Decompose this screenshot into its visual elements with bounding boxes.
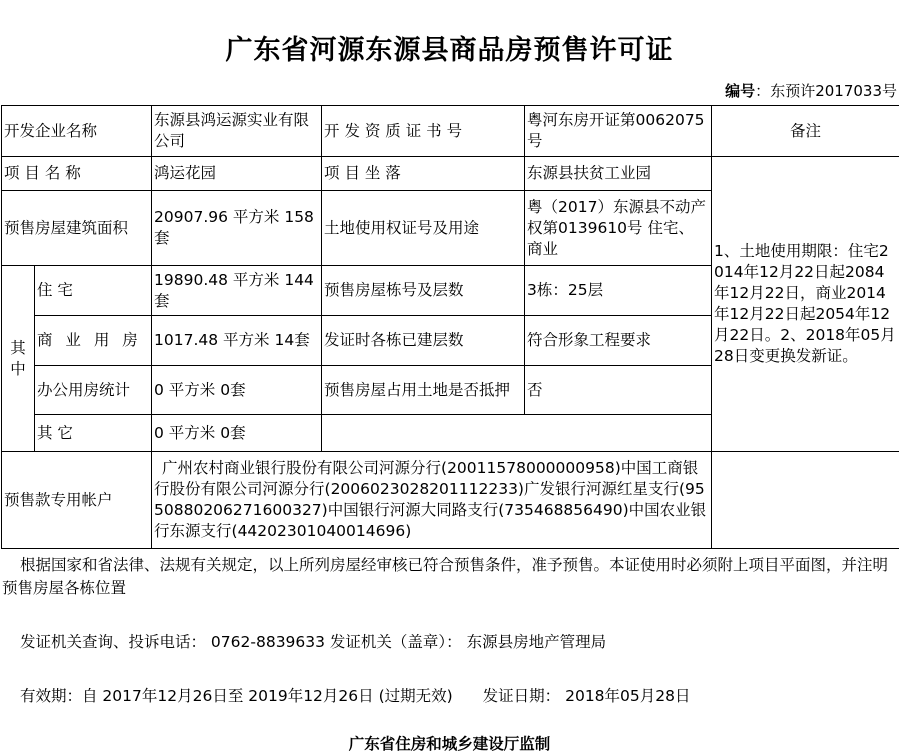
qualification-value: 粤河东房开证第0062075号	[525, 106, 712, 157]
land-cert-label: 土地使用权证号及用途	[322, 191, 525, 266]
buildings-value: 3栋：25层	[525, 266, 712, 316]
remarks-value: 1、土地使用期限：住宅2014年12月22日起2084年12月22日，商业2014年12月22日起2054年12月22日。2、2018年05月28日变更换发新证。	[712, 157, 899, 452]
contact-line: 发证机关查询、投诉电话： 0762-8839633 发证机关（盖章）： 东源县房地产管理局	[20, 633, 607, 651]
commercial-value: 1017.48 平方米 14套	[152, 316, 322, 366]
account-side-cell	[712, 452, 899, 549]
other-value: 0 平方米 0套	[152, 415, 322, 452]
other-label: 其 它	[35, 415, 152, 452]
document-title: 广东省河源东源县商品房预售许可证	[225, 35, 674, 66]
qizhong-label: 其中	[2, 266, 35, 452]
land-cert-value: 粤（2017）东源县不动产权第0139610号 住宅、商业	[525, 191, 712, 266]
certificate-number-label: 编号	[725, 82, 756, 100]
issuer-footer: 广东省住房和城乡建设厅监制	[348, 735, 551, 753]
presale-area-label: 预售房屋建筑面积	[2, 191, 152, 266]
developer-value: 东源县鸿运源实业有限公司	[152, 106, 322, 157]
presale-area-value: 20907.96 平方米 158套	[152, 191, 322, 266]
mortgage-value: 否	[525, 366, 712, 415]
validity-period: 有效期：自 2017年12月26日至 2019年12月26日 (过期无效)	[20, 687, 453, 705]
office-value: 0 平方米 0套	[152, 366, 322, 415]
developer-label: 开发企业名称	[2, 106, 152, 157]
built-floors-value: 符合形象工程要求	[525, 316, 712, 366]
empty-cell	[322, 415, 712, 452]
account-label: 预售款专用帐户	[2, 452, 152, 549]
issue-date: 发证日期： 2018年05月28日	[482, 687, 691, 705]
mortgage-label: 预售房屋占用土地是否抵押	[322, 366, 525, 415]
project-name-value: 鸿运花园	[152, 157, 322, 191]
office-label: 办公用房统计	[35, 366, 152, 415]
account-value: 广州农村商业银行股份有限公司河源分行(20011578000000958)中国工商银行股份有限公司河源分行(2006023028201112233)广发银行河源红星支行(9550880206271600327)中国银行河源大同路支行(735468856490)中国农业银行东源支行(44202301040014696)	[152, 452, 712, 549]
certificate-number-value: 东预许2017033号	[770, 82, 897, 100]
permit-table	[1, 105, 899, 549]
certificate-number	[725, 80, 897, 101]
approval-statement: 根据国家和省法律、法规有关规定，以上所列房屋经审核已符合预售条件，准予预售。本证使用时必须附上项目平面图，并注明预售房屋各栋位置	[2, 556, 889, 597]
residential-label: 住 宅	[35, 266, 152, 316]
buildings-label: 预售房屋栋号及层数	[322, 266, 525, 316]
project-name-label: 项 目 名 称	[2, 157, 152, 191]
location-value: 东源县扶贫工业园	[525, 157, 712, 191]
remarks-label: 备注	[712, 106, 899, 157]
location-label: 项 目 坐 落	[322, 157, 525, 191]
validity-line	[20, 685, 899, 708]
residential-value: 19890.48 平方米 144套	[152, 266, 322, 316]
built-floors-label: 发证时各栋已建层数	[322, 316, 525, 366]
commercial-label: 商 业 用 房	[35, 316, 152, 366]
qualification-label: 开 发 资 质 证 书 号	[322, 106, 525, 157]
certificate-number-separator: ：	[755, 82, 771, 100]
